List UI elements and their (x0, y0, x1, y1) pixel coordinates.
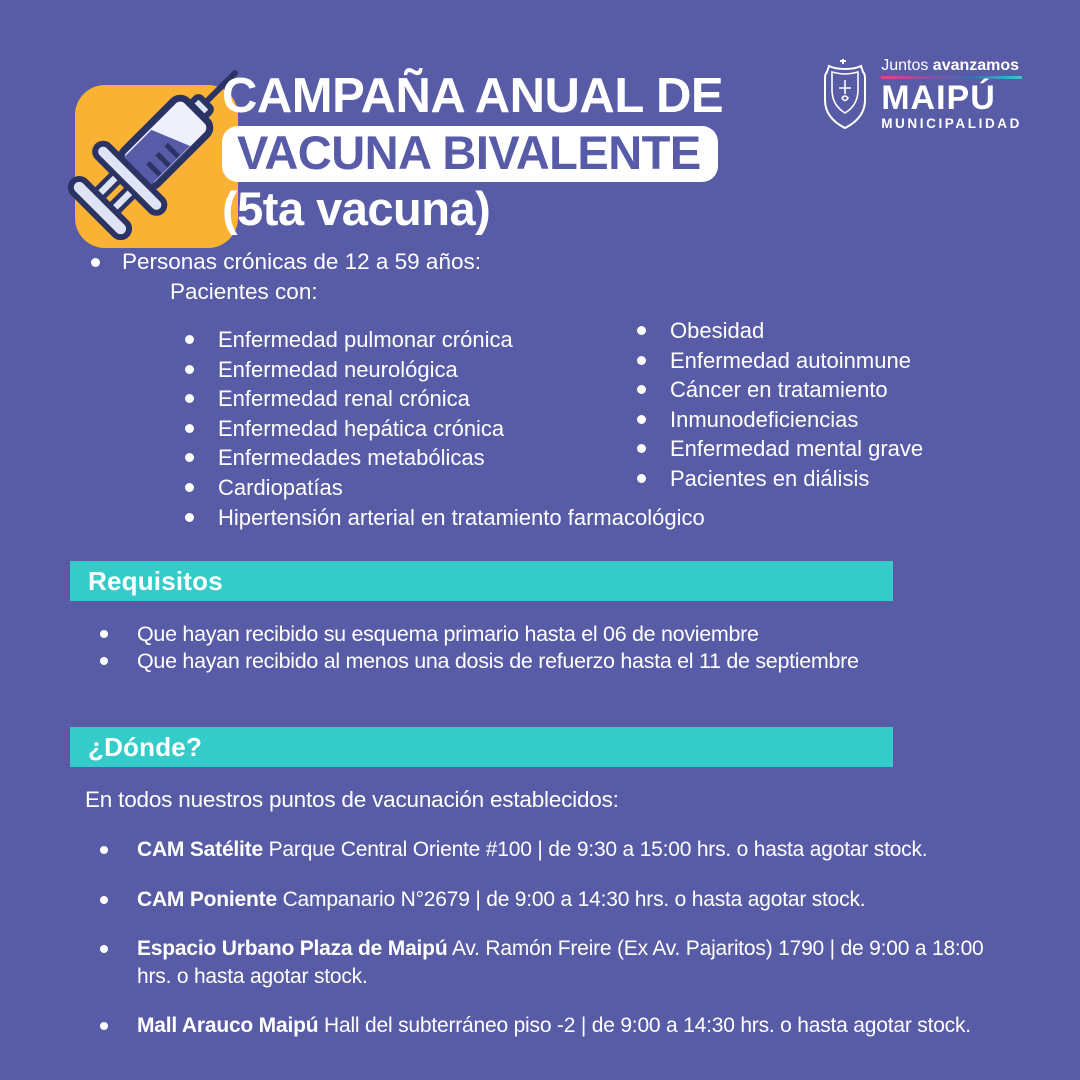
location-details: Av. Ramón Freire (Ex Av. Pajaritos) 1790 | de 9:00 a 18:00 hrs. o hasta agotar stock. (137, 937, 984, 988)
requisito-item: Que hayan recibido su esquema primario hasta el 06 de noviembre (85, 621, 985, 648)
location-name: Espacio Urbano Plaza de Maipú (137, 937, 448, 960)
location-item (85, 836, 1015, 864)
condition-item: Enfermedad pulmonar crónica (185, 325, 637, 355)
location-details: Hall del subterráneo piso -2 | de 9:00 a 14:30 hrs. o hasta agotar stock. (324, 1014, 971, 1037)
location-item (85, 1012, 1015, 1040)
maipu-crest-icon (819, 58, 871, 132)
requisitos-list (85, 621, 985, 674)
condition-item: Enfermedades metabólicas (185, 443, 637, 473)
condition-item: Enfermedad mental grave (637, 434, 923, 464)
condition-item: Enfermedad hepática crónica (185, 414, 637, 444)
donde-banner: ¿Dónde? (70, 727, 893, 767)
location-name: Mall Arauco Maipú (137, 1014, 319, 1037)
requisito-item: Que hayan recibido al menos una dosis de refuerzo hasta el 11 de septiembre (85, 648, 985, 675)
title-line-2-highlight: VACUNA BIVALENTE (222, 126, 718, 182)
page-title (222, 68, 723, 235)
logo-name: MAIPÚ (881, 79, 996, 117)
requisitos-banner: Requisitos (70, 561, 893, 601)
logo-tagline-light: Juntos (881, 57, 933, 74)
logo-subtitle: MUNICIPALIDAD (881, 116, 1022, 131)
logo-tagline-bold: avanzamos (932, 57, 1020, 74)
conditions-list-right (637, 316, 923, 502)
condition-item: Enfermedad autoinmune (637, 346, 923, 376)
conditions-columns (85, 318, 1020, 502)
condition-item-wide: Hipertensión arterial en tratamiento farmacológico (185, 503, 1020, 533)
logo-text-block (881, 57, 1022, 133)
location-details: Campanario N°2679 | de 9:00 a 14:30 hrs. o hasta agotar stock. (282, 887, 866, 911)
locations-list (85, 836, 1015, 1062)
condition-item: Cáncer en tratamiento (637, 375, 923, 405)
location-item (85, 886, 1015, 914)
conditions-list-left (185, 325, 637, 502)
location-item (85, 935, 1015, 990)
location-name: CAM Satélite (137, 838, 263, 861)
condition-item: Obesidad (637, 316, 923, 346)
audience-heading: Personas crónicas de 12 a 59 años: (85, 247, 1020, 277)
logo-tagline (881, 57, 1022, 75)
condition-item: Pacientes en diálisis (637, 464, 923, 494)
location-details: Parque Central Oriente #100 | de 9:30 a 15:00 hrs. o hasta agotar stock. (268, 838, 928, 861)
audience-section (85, 247, 1020, 532)
title-line-1: CAMPAÑA ANUAL DE (222, 69, 724, 123)
donde-intro: En todos nuestros puntos de vacunación establecidos: (85, 787, 619, 812)
audience-subheading: Pacientes con: (170, 279, 318, 304)
municipality-logo (819, 57, 1022, 133)
condition-item: Inmunodeficiencias (637, 405, 923, 435)
title-line-3: (5ta vacuna) (222, 182, 491, 235)
condition-item: Cardiopatías (185, 473, 637, 503)
condition-item: Enfermedad neurológica (185, 355, 637, 385)
location-name: CAM Poniente (137, 887, 277, 911)
condition-item: Enfermedad renal crónica (185, 384, 637, 414)
